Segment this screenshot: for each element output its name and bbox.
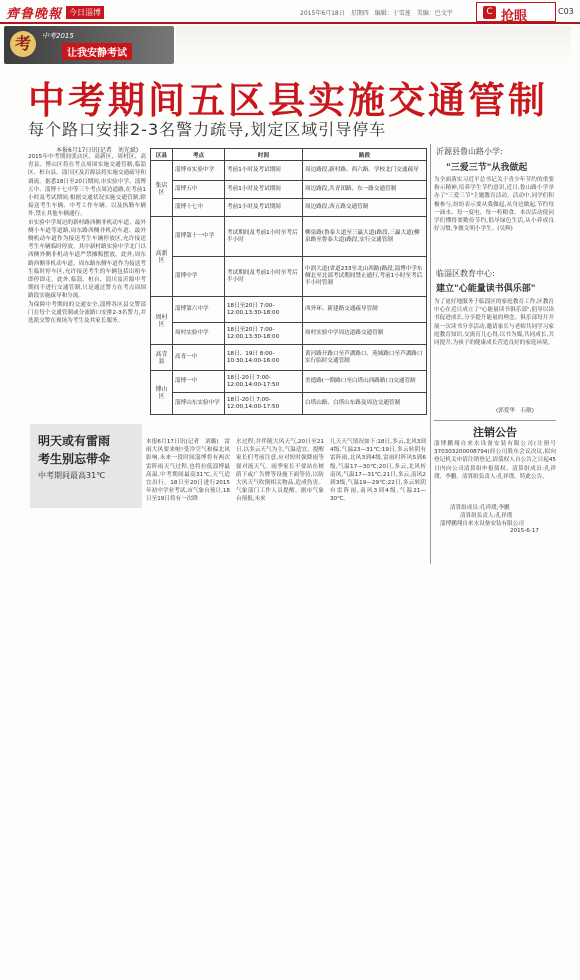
section-name: 抢眼	[501, 9, 528, 24]
area-cell: 高青县	[151, 345, 173, 371]
area-cell: 博山区	[151, 371, 173, 415]
road-cell: 周边路段,西五路交通管制	[303, 199, 427, 217]
table-row	[151, 199, 427, 217]
article-body	[28, 153, 146, 423]
article-paragraph: 为保障中考期间的交通安全,淄博各区县交警部门在每个交通管制或分流路口安排2-3名警力,并选派交警在现场为考生及其家长服务。	[28, 301, 146, 325]
time-cell: 考前1小时及考试期间	[225, 161, 303, 181]
table-row	[151, 345, 427, 371]
road-cell: 美德路(一期路口至白塔山西路路口)交通管制	[303, 371, 427, 393]
time-cell: 18日-20日 7:00-12:00,14:00-17:50	[225, 371, 303, 393]
sidebar-district: 临淄区教育中心:	[436, 269, 495, 278]
sidebar-headline: "三爱三节"从我做起	[446, 163, 528, 173]
site-cell: 周村实验中学	[173, 323, 225, 345]
road-cell: 周边路段,共青团路、东一路交通管制	[303, 181, 427, 199]
time-cell: 考前1小时及考试期间	[225, 199, 303, 217]
column-header-time: 时间	[225, 149, 303, 161]
time-cell: 18日至20日 7:00-12:00,13:30-18:00	[225, 323, 303, 345]
sidebar-text: 为了更好地服务于临淄区的家庭教育工作,区教育中心在近日成立了"心能量读书俱乐部",倡导以读书促进成长,分享提升能量的理念。俱乐部每月开展一次读书分享活动,邀请家长与老师共同学习家庭教育知识,交流育儿心得,以书为媒,共同成长,共同提升,为孩子的健康成长营造良好的家庭环境。	[434, 299, 554, 347]
site-cell: 淄博市实验中学	[173, 161, 225, 181]
weather-text-col: 本报6月17日讯(记者 刘璐) 雷雨大风要来啦!受冷空气和偏北风影响,未来一段时间淄博将有两次雷阵雨天气过程,也将拉低淄博最高温,中考期间最高31℃,天气适宜出行。18日至20日进行2015年初中学业考试,市气象台预计,18日至19日将有一次降	[146, 439, 230, 503]
section-icon: C	[483, 6, 496, 19]
road-cell: 周村实验中学周边道路交通管制	[303, 323, 427, 345]
article-byline: 本报6月17日讯(记者 刘光斌)	[56, 147, 139, 154]
site-cell: 淄博十七中	[173, 199, 225, 217]
weather-subhead: 中考期间最高31℃	[38, 471, 106, 480]
article-paragraph: 市实验中学周边的新村路西侧非机动车道、最外侧小车道等道路,周东路西侧非机动车道、最外侧机动车道作为接送考生车辆停放区,允许接送考生车辆临时停放。其中新村路实验中学北门以西侧外侧非机动车道严禁摊贩摆放。此外,周东路西侧非机动车道、周东路东侧车道作为接送考生临时停车区,允许接送考生的车辆包括出租车即停即走。此外,临淄、桓台、淄川及沂源中考期间不进行交通管制,只是通过警力在考点周围路段实施疏导和分流。	[28, 219, 146, 300]
newspaper-logo: 齊鲁晚報	[6, 7, 63, 22]
weather-box	[30, 424, 142, 508]
edition-name: 今日淄博	[66, 6, 104, 19]
sidebar-author: (郭爱华 石敏)	[496, 408, 534, 414]
column-divider	[430, 144, 431, 564]
time-cell: 18日、19日 8:00-10:30,14:00-16:00	[225, 345, 303, 371]
area-cell: 周村区	[151, 297, 173, 345]
road-cell: 柳泉路(鲁泰大道至三赢大道)路段,三赢大道(柳泉路至鲁泰大道)路段,实行交通管制	[303, 217, 427, 257]
notice-date: 2015-6-17	[510, 528, 539, 534]
column-header-site: 考点	[173, 149, 225, 161]
road-cell: 白塔山路、白塔山东路及周边交通管制	[303, 393, 427, 415]
road-cell: 西外环、新建路交通疏导管制	[303, 297, 427, 323]
sidebar-text: 为全面落实习近平总书记关于青少年节约的重要指示精神,培养学生节约意识,近日,鲁山路小学举办了"三爱三节"主题教育活动。活动中,同学们积极参与,纷纷表示要从我做起,从身边做起,节约每一滴水、每一度电、每一粒粮食。本次活动使同学们懂得要勤俭节约,倡导绿色生活,从小养成良好习惯,争做文明小学生。(吴辉)	[434, 177, 554, 233]
masthead	[0, 0, 580, 24]
header-decoration	[176, 26, 571, 64]
notice-body: 淄博鹏翔自来水设备安装有限公司(注册号370303200008794)经公司股东会议决议,拟向登记机关申请注销登记,请债权人自公告之日起45日内向公司清算组申报债权。清算组成员:孔祥璞、李鹏。清算组负责人:孔祥璞。特此公告。	[434, 441, 556, 480]
site-cell: 淄博中学	[173, 257, 225, 297]
site-cell: 淄博五中	[173, 181, 225, 199]
time-cell: 18日至20日 7:00-12:00,13:30-18:00	[225, 297, 303, 323]
issue-meta: 2015年6月18日 星期四 编辑：于雪莲 美编：巴文宇	[300, 10, 453, 17]
notice-signature: 清算组成员:孔祥璞,李鹏	[450, 505, 510, 511]
time-cell: 18日-20日 7:00-12:00,14:00-17:50	[225, 393, 303, 415]
column-header-area: 区县	[151, 149, 173, 161]
site-cell: 淄博一中	[173, 371, 225, 393]
main-headline: 中考期间五区县实施交通管制	[28, 78, 548, 122]
notice-title: 注销公告	[434, 420, 556, 440]
section-label	[476, 2, 556, 22]
table-row	[151, 161, 427, 181]
table-row	[151, 257, 427, 297]
road-cell: 黄河路开路口至芦湖路口、苑城路口至芦湖路口实行临时交通管制	[303, 345, 427, 371]
column-title: 让我安静考试	[62, 43, 132, 60]
area-cell: 高新区	[151, 217, 173, 297]
weather-text-col: 水过程,并伴随大风天气,20日至21日,以多云天气为主,气温适宜。提醒家长们考前注意,应对短时强降雨等强对流天气。雨季家长不要站在树荫下或广告牌等设施下面等待,以防大风天气吹倒相关物品,造成伤害。气象部门工作人员提醒。据市气象台预报,未来	[236, 439, 324, 503]
site-cell: 淄博第十一中学	[173, 217, 225, 257]
weather-headline: 明天或有雷雨	[38, 434, 111, 448]
area-cell: 张店区	[151, 161, 173, 217]
table-header-row	[151, 149, 427, 161]
article-paragraph: 2015年中考期间张店区、高新区、周村区、高青县、博山区将在考点周围实施交通管制,临淄区、桓台县、淄川区及沂源县将实施交通疏导和调流。据悉18日至20日期间,市实验中学、淄博五中、淄博十七中等三个考点周边道路,在考前1小时及考试期间,根据交通状况实施交通管制,除接送考生车辆、中考工作车辆、以及执勤车辆外,禁止其他车辆通行。	[28, 154, 146, 218]
weather-text-col: 几天天气情况如下:18日,多云,北风3到4级,气温23—31℃;19日,多云转阴有雷阵雨,北风3到4级,雷雨时阵风5到6级,气温17—30℃;20日,多云,北风转南风,气温17—31℃;21日,多云,南风2到3级,气温19—29℃;22日,多云转阴有雷阵雨,南风3到4级,气温21—30℃。	[330, 439, 426, 503]
column-subtitle: 中考2015	[42, 32, 74, 40]
sidebar-headline: 建立"心能量读书俱乐部"	[436, 284, 536, 294]
road-cell: 中润大道(省道233至北山西路)路段,淄博中学东侧北至北部考试期间禁止通行,考前1小时至考后半小时管制	[303, 257, 427, 297]
notice-signature: 清算组负责人:孔祥璞	[460, 513, 513, 519]
site-cell: 淄博山东实验中学	[173, 393, 225, 415]
time-cell: 考前1小时及考试期间	[225, 181, 303, 199]
table-row	[151, 371, 427, 393]
sidebar-school: 沂源县鲁山路小学:	[436, 147, 503, 156]
table-row	[151, 181, 427, 199]
site-cell: 淄博第六中学	[173, 297, 225, 323]
site-cell: 高青一中	[173, 345, 225, 371]
table-row	[151, 393, 427, 415]
time-cell: 考试期间及考前1小时至考后半小时	[225, 257, 303, 297]
weather-headline-2: 考生别忘带伞	[38, 452, 111, 466]
table-row	[151, 217, 427, 257]
notice-company: 淄博鹏翔自来水设备安装有限公司	[440, 521, 524, 527]
column-header	[4, 26, 174, 64]
exam-emblem-icon: 考	[10, 31, 36, 57]
road-cell: 周边路段,新村路、西六路、学校北门交通疏导	[303, 161, 427, 181]
table-row	[151, 297, 427, 323]
time-cell: 考试期间及考前1小时至考后半小时	[225, 217, 303, 257]
table-row	[151, 323, 427, 345]
page-number: C03	[558, 7, 574, 16]
column-header-road: 路段	[303, 149, 427, 161]
sub-headline: 每个路口安排2-3名警力疏导,划定区域引导停车	[28, 120, 387, 139]
traffic-control-table	[150, 148, 427, 415]
